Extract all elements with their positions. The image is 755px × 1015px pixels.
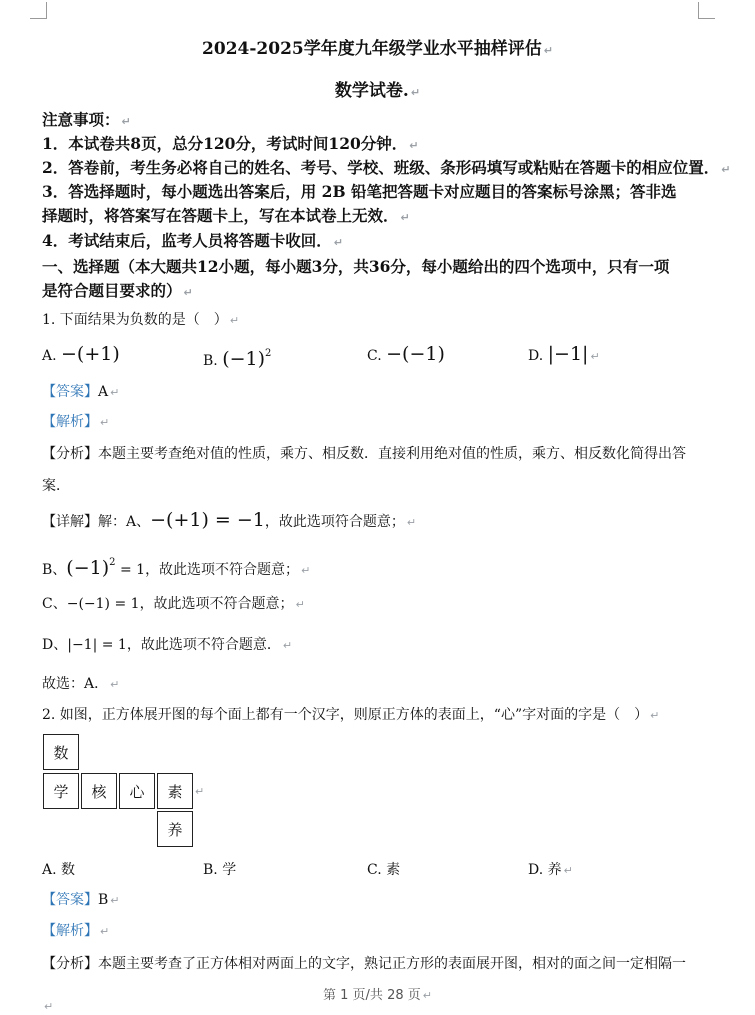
q2-fenxi: 【分析】本题主要考查了正方体相对两面上的文字，熟记正方形的表面展开图，相对的面之间一定相隔一 (42, 956, 686, 972)
section-heading-cont: 是符合题目要求的） ↵ (42, 281, 193, 300)
q1-fenxi: 【分析】本题主要考查绝对值的性质，乘方、相反数．直接利用绝对值的性质，乘方、相反数化简得出答 (42, 446, 686, 462)
crop-mark-top-left (30, 2, 47, 19)
net-cell-xue: 学 (43, 773, 79, 809)
section-heading: 一、选择题（本大题共12小题，每小题3分，共36分，每小题给出的四个选项中，只有一项 (42, 257, 670, 276)
trailing-paragraph-mark: ↵ (44, 1000, 54, 1013)
q1-stem: 1. 下面结果为负数的是（ ） ↵ (42, 312, 240, 328)
q1-fenxi-cont: 案． (42, 478, 70, 494)
q1-option-d: D. |−1| ↵ (528, 343, 600, 365)
q1-option-a: A. −(+1) (42, 343, 120, 365)
page-footer: 第 1 页/共 28 页 ↵ (323, 988, 432, 1003)
q1-option-b: B. $(-1)^2$ (203, 348, 272, 370)
net-cell-su: 素 (157, 773, 193, 809)
notice-heading: 注意事项： ↵ (42, 110, 131, 129)
q1-option-c: C. −(−1) (367, 343, 445, 365)
q2-answer: 【答案】B ↵ (42, 892, 120, 908)
q2-stem: 2. 如图，正方体展开图的每个面上都有一个汉字，则原正方体的表面上，“心”字对面的字是（ ） ↵ (42, 707, 660, 723)
net-cell-yang: 养 (157, 811, 193, 847)
q1-detail-c: C、−(−1) = 1，故此选项不符合题意； ↵ (42, 596, 305, 612)
net-cell-shu: 数 (43, 734, 79, 770)
q1-detail-b: B、$(-1)^2 = 1$，故此选项不符合题意； ↵ (42, 557, 311, 579)
document-subtitle: 数学试卷. ↵ (334, 81, 421, 101)
notice-item-3: 3．答选择题时，每小题选出答案后，用 2B 铅笔把答题卡对应题目的答案标号涂黑；答非选 (42, 182, 677, 201)
notice-item-1: 1．本试卷共8页，总分120分，考试时间120分钟． ↵ (42, 134, 419, 153)
notice-item-4: 4．考试结束后，监考人员将答题卡收回． ↵ (42, 231, 344, 250)
q2-analysis-tag: 【解析】 ↵ (42, 923, 110, 939)
crop-mark-top-right (698, 2, 715, 19)
q1-analysis-tag: 【解析】 ↵ (42, 414, 110, 430)
q2-option-d: D. 养 ↵ (528, 862, 573, 878)
document-title: 2024-2025学年度九年级学业水平抽样评估 ↵ (202, 39, 553, 59)
q1-choose: 故选：A． ↵ (42, 676, 120, 692)
notice-item-3-cont: 择题时，将答案写在答题卡上，写在本试卷上无效． ↵ (42, 206, 410, 225)
q2-option-a: A. 数 (42, 862, 76, 878)
net-cell-he: 核 (81, 773, 117, 809)
net-cell-xin: 心 (119, 773, 155, 809)
notice-item-2: 2．答卷前，考生务必将自己的姓名、考号、学校、班级、条形码填写或粘贴在答题卡的相应位置． ↵ (42, 158, 731, 177)
q1-detail-d: D、|−1| = 1，故此选项不符合题意． ↵ (42, 637, 293, 653)
q1-detail-a: 【详解】解：A、−(+1) = −1，故此选项符合题意； ↵ (42, 509, 417, 531)
q2-option-c: C. 素 (367, 862, 401, 878)
q2-option-b: B. 学 (203, 862, 237, 878)
net-paragraph-mark: ↵ (195, 785, 205, 798)
q1-answer: 【答案】A ↵ (42, 384, 120, 400)
